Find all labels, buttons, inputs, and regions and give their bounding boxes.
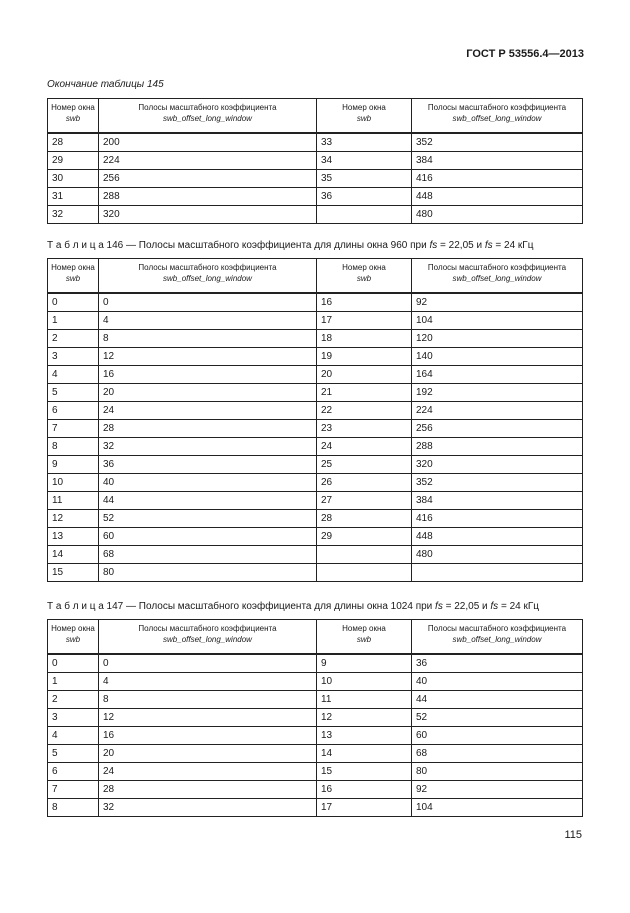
table-146: [47, 258, 583, 582]
table-cell: 8: [99, 691, 317, 709]
column-header-sublabel: swb_offset_long_window: [163, 635, 252, 644]
column-header: [99, 259, 317, 294]
column-header: [317, 259, 412, 294]
table-cell: 80: [412, 763, 583, 781]
table-cell: 480: [412, 546, 583, 564]
table-cell: [412, 564, 583, 582]
column-header: [48, 620, 99, 655]
column-header: [412, 99, 583, 134]
table-row: [48, 528, 583, 546]
table-cell: 224: [412, 402, 583, 420]
table-row: [48, 654, 583, 673]
table-row: [48, 312, 583, 330]
column-header-label: Номер окна: [51, 103, 95, 112]
table-cell: 2: [48, 691, 99, 709]
table-cell: 16: [317, 293, 412, 312]
table-cell: 352: [412, 474, 583, 492]
table-cell: 92: [412, 293, 583, 312]
table-row: [48, 384, 583, 402]
table-cell: 9: [317, 654, 412, 673]
column-header-label: Полосы масштабного коэффициента: [138, 263, 277, 272]
table-cell: 21: [317, 384, 412, 402]
table-row: [48, 188, 583, 206]
caption-fs: fs: [484, 240, 493, 251]
table-cell: 30: [48, 170, 99, 188]
caption-text: = 22,05 и: [442, 601, 491, 612]
table-row: [48, 133, 583, 152]
table-cell: 14: [317, 745, 412, 763]
table-cell: 18: [317, 330, 412, 348]
caption-text: = 24 кГц: [492, 240, 534, 251]
table-cell: 23: [317, 420, 412, 438]
column-header-label: Номер окна: [51, 263, 95, 272]
table-cell: 448: [412, 188, 583, 206]
table-cell: 22: [317, 402, 412, 420]
table-cell: 224: [99, 152, 317, 170]
page-number: 115: [564, 829, 582, 841]
table-cell: [317, 206, 412, 224]
table-146-caption: [47, 240, 533, 251]
table-cell: 19: [317, 348, 412, 366]
table-cell: 35: [317, 170, 412, 188]
table-row: [48, 402, 583, 420]
table-cell: 68: [99, 546, 317, 564]
table-cell: 80: [99, 564, 317, 582]
column-header-sublabel: swb: [65, 274, 81, 283]
column-header-sublabel: swb: [356, 114, 372, 123]
table-cell: 1: [48, 312, 99, 330]
table-cell: 480: [412, 206, 583, 224]
table-row: [48, 510, 583, 528]
column-header: [412, 620, 583, 655]
table-cell: 32: [48, 206, 99, 224]
table-cell: 68: [412, 745, 583, 763]
table-cell: 11: [317, 691, 412, 709]
table-cell: 352: [412, 133, 583, 152]
caption-text: = 24 кГц: [498, 601, 540, 612]
table-row: [48, 366, 583, 384]
column-header-label: Полосы масштабного коэффициента: [427, 103, 567, 112]
column-header: [317, 620, 412, 655]
table-cell: 200: [99, 133, 317, 152]
table-cell: 13: [48, 528, 99, 546]
table-cell: 60: [412, 727, 583, 745]
table-cell: 44: [412, 691, 583, 709]
table-row: [48, 170, 583, 188]
table-cell: 416: [412, 510, 583, 528]
table-cell: 5: [48, 384, 99, 402]
table-header-row: [48, 620, 583, 655]
table-cell: 7: [48, 420, 99, 438]
table-cell: 0: [48, 293, 99, 312]
column-header: [48, 259, 99, 294]
table-cell: 4: [48, 366, 99, 384]
column-header-sublabel: swb_offset_long_window: [452, 274, 542, 283]
table-cell: 36: [317, 188, 412, 206]
table-row: [48, 474, 583, 492]
table-cell: 32: [99, 799, 317, 817]
table-cell: 12: [317, 709, 412, 727]
table-cell: 320: [412, 456, 583, 474]
table-row: [48, 781, 583, 799]
table-row: [48, 691, 583, 709]
table-cell: 24: [99, 402, 317, 420]
table-row: [48, 348, 583, 366]
table-cell: 12: [48, 510, 99, 528]
table-cell: 60: [99, 528, 317, 546]
table-cell: 104: [412, 312, 583, 330]
column-header-sublabel: swb: [65, 114, 81, 123]
table-cell: [317, 546, 412, 564]
table-cell: 12: [99, 348, 317, 366]
table-cell: 15: [48, 564, 99, 582]
table-row: [48, 727, 583, 745]
table-row: [48, 330, 583, 348]
column-header-sublabel: swb: [356, 635, 372, 644]
table-cell: 4: [99, 673, 317, 691]
column-header: [48, 99, 99, 134]
table-cell: 3: [48, 348, 99, 366]
table-cell: 31: [48, 188, 99, 206]
caption-text: Т а б л и ц а 147 — Полосы масштабного коэффициента для длины окна 1024 при: [47, 601, 436, 612]
table-cell: 320: [99, 206, 317, 224]
column-header-label: Полосы масштабного коэффициента: [427, 263, 567, 272]
table-cell: 416: [412, 170, 583, 188]
column-header-label: Номер окна: [51, 624, 95, 633]
table-cell: 40: [412, 673, 583, 691]
table-cell: 13: [317, 727, 412, 745]
table-cell: 0: [99, 654, 317, 673]
table-cell: 12: [99, 709, 317, 727]
table-cell: 92: [412, 781, 583, 799]
table-cell: 6: [48, 763, 99, 781]
table-cell: 10: [317, 673, 412, 691]
table-cell: 6: [48, 402, 99, 420]
table-cell: 44: [99, 492, 317, 510]
table-cell: 32: [99, 438, 317, 456]
table-cell: 8: [48, 438, 99, 456]
table-cell: 40: [99, 474, 317, 492]
table-cell: 104: [412, 799, 583, 817]
table-cell: 10: [48, 474, 99, 492]
table-cell: 3: [48, 709, 99, 727]
table-cell: 11: [48, 492, 99, 510]
column-header-label: Полосы масштабного коэффициента: [427, 624, 567, 633]
table-cell: 384: [412, 152, 583, 170]
table-row: [48, 438, 583, 456]
table-cell: 15: [317, 763, 412, 781]
table-row: [48, 673, 583, 691]
table-row: [48, 206, 583, 224]
table-cell: 29: [48, 152, 99, 170]
column-header: [99, 99, 317, 134]
table-cell: 0: [99, 293, 317, 312]
table-cell: 28: [99, 420, 317, 438]
table-cell: 28: [317, 510, 412, 528]
table-cell: 20: [99, 745, 317, 763]
table-cell: 448: [412, 528, 583, 546]
table-cell: 16: [99, 366, 317, 384]
table-cell: 384: [412, 492, 583, 510]
table-cell: 20: [99, 384, 317, 402]
table-cell: 14: [48, 546, 99, 564]
table-cell: 25: [317, 456, 412, 474]
table-cell: 120: [412, 330, 583, 348]
table-row: [48, 763, 583, 781]
table-header-row: [48, 99, 583, 134]
table-cell: 4: [99, 312, 317, 330]
table-cell: 1: [48, 673, 99, 691]
table-header-row: [48, 259, 583, 294]
column-header-label: Полосы масштабного коэффициента: [138, 103, 277, 112]
table-cell: 256: [412, 420, 583, 438]
table-cell: 5: [48, 745, 99, 763]
table-cell: 192: [412, 384, 583, 402]
table-cell: 164: [412, 366, 583, 384]
table-cell: 4: [48, 727, 99, 745]
table-147: [47, 619, 583, 817]
table-cell: 26: [317, 474, 412, 492]
table-row: [48, 420, 583, 438]
column-header: [317, 99, 412, 134]
table-cell: 8: [48, 799, 99, 817]
column-header-sublabel: swb_offset_long_window: [452, 635, 542, 644]
table-cell: 52: [99, 510, 317, 528]
table-cell: [317, 564, 412, 582]
table-cell: 24: [317, 438, 412, 456]
table-cell: 140: [412, 348, 583, 366]
caption-fs: fs: [490, 601, 499, 612]
table-cell: 17: [317, 799, 412, 817]
table-row: [48, 293, 583, 312]
column-header: [412, 259, 583, 294]
table-cell: 16: [317, 781, 412, 799]
table-row: [48, 709, 583, 727]
table-cell: 33: [317, 133, 412, 152]
table-cell: 20: [317, 366, 412, 384]
column-header-sublabel: swb_offset_long_window: [452, 114, 542, 123]
table-cell: 36: [412, 654, 583, 673]
table-cell: 24: [99, 763, 317, 781]
table-cell: 28: [48, 133, 99, 152]
table-row: [48, 152, 583, 170]
table-row: [48, 492, 583, 510]
column-header-label: Номер окна: [342, 103, 386, 112]
caption-fs: fs: [435, 601, 443, 612]
table-cell: 0: [48, 654, 99, 673]
column-header-label: Полосы масштабного коэффициента: [138, 624, 277, 633]
table-cell: 52: [412, 709, 583, 727]
column-header-sublabel: swb_offset_long_window: [163, 274, 252, 283]
table-cell: 28: [99, 781, 317, 799]
table-145-caption: Окончание таблицы 145: [47, 79, 164, 90]
column-header-sublabel: swb_offset_long_window: [163, 114, 252, 123]
caption-fs: fs: [429, 240, 438, 251]
table-cell: 2: [48, 330, 99, 348]
table-row: [48, 745, 583, 763]
table-row: [48, 456, 583, 474]
table-cell: 29: [317, 528, 412, 546]
document-code: ГОСТ Р 53556.4—2013: [466, 48, 584, 60]
table-cell: 8: [99, 330, 317, 348]
column-header-label: Номер окна: [342, 263, 386, 272]
table-cell: 256: [99, 170, 317, 188]
table-147-caption: [47, 601, 539, 612]
caption-text: Т а б л и ц а 146 — Полосы масштабного коэффициента для длины окна 960 при: [47, 240, 430, 251]
table-cell: 36: [99, 456, 317, 474]
column-header-label: Номер окна: [342, 624, 386, 633]
table-row: [48, 546, 583, 564]
table-145: [47, 98, 583, 224]
column-header-sublabel: swb: [65, 635, 81, 644]
table-cell: 16: [99, 727, 317, 745]
table-cell: 34: [317, 152, 412, 170]
column-header-sublabel: swb: [356, 274, 372, 283]
table-row: [48, 564, 583, 582]
table-cell: 27: [317, 492, 412, 510]
table-cell: 7: [48, 781, 99, 799]
column-header: [99, 620, 317, 655]
table-cell: 9: [48, 456, 99, 474]
table-row: [48, 799, 583, 817]
caption-text: = 22,05 и: [437, 240, 485, 251]
table-cell: 288: [412, 438, 583, 456]
table-cell: 17: [317, 312, 412, 330]
table-cell: 288: [99, 188, 317, 206]
